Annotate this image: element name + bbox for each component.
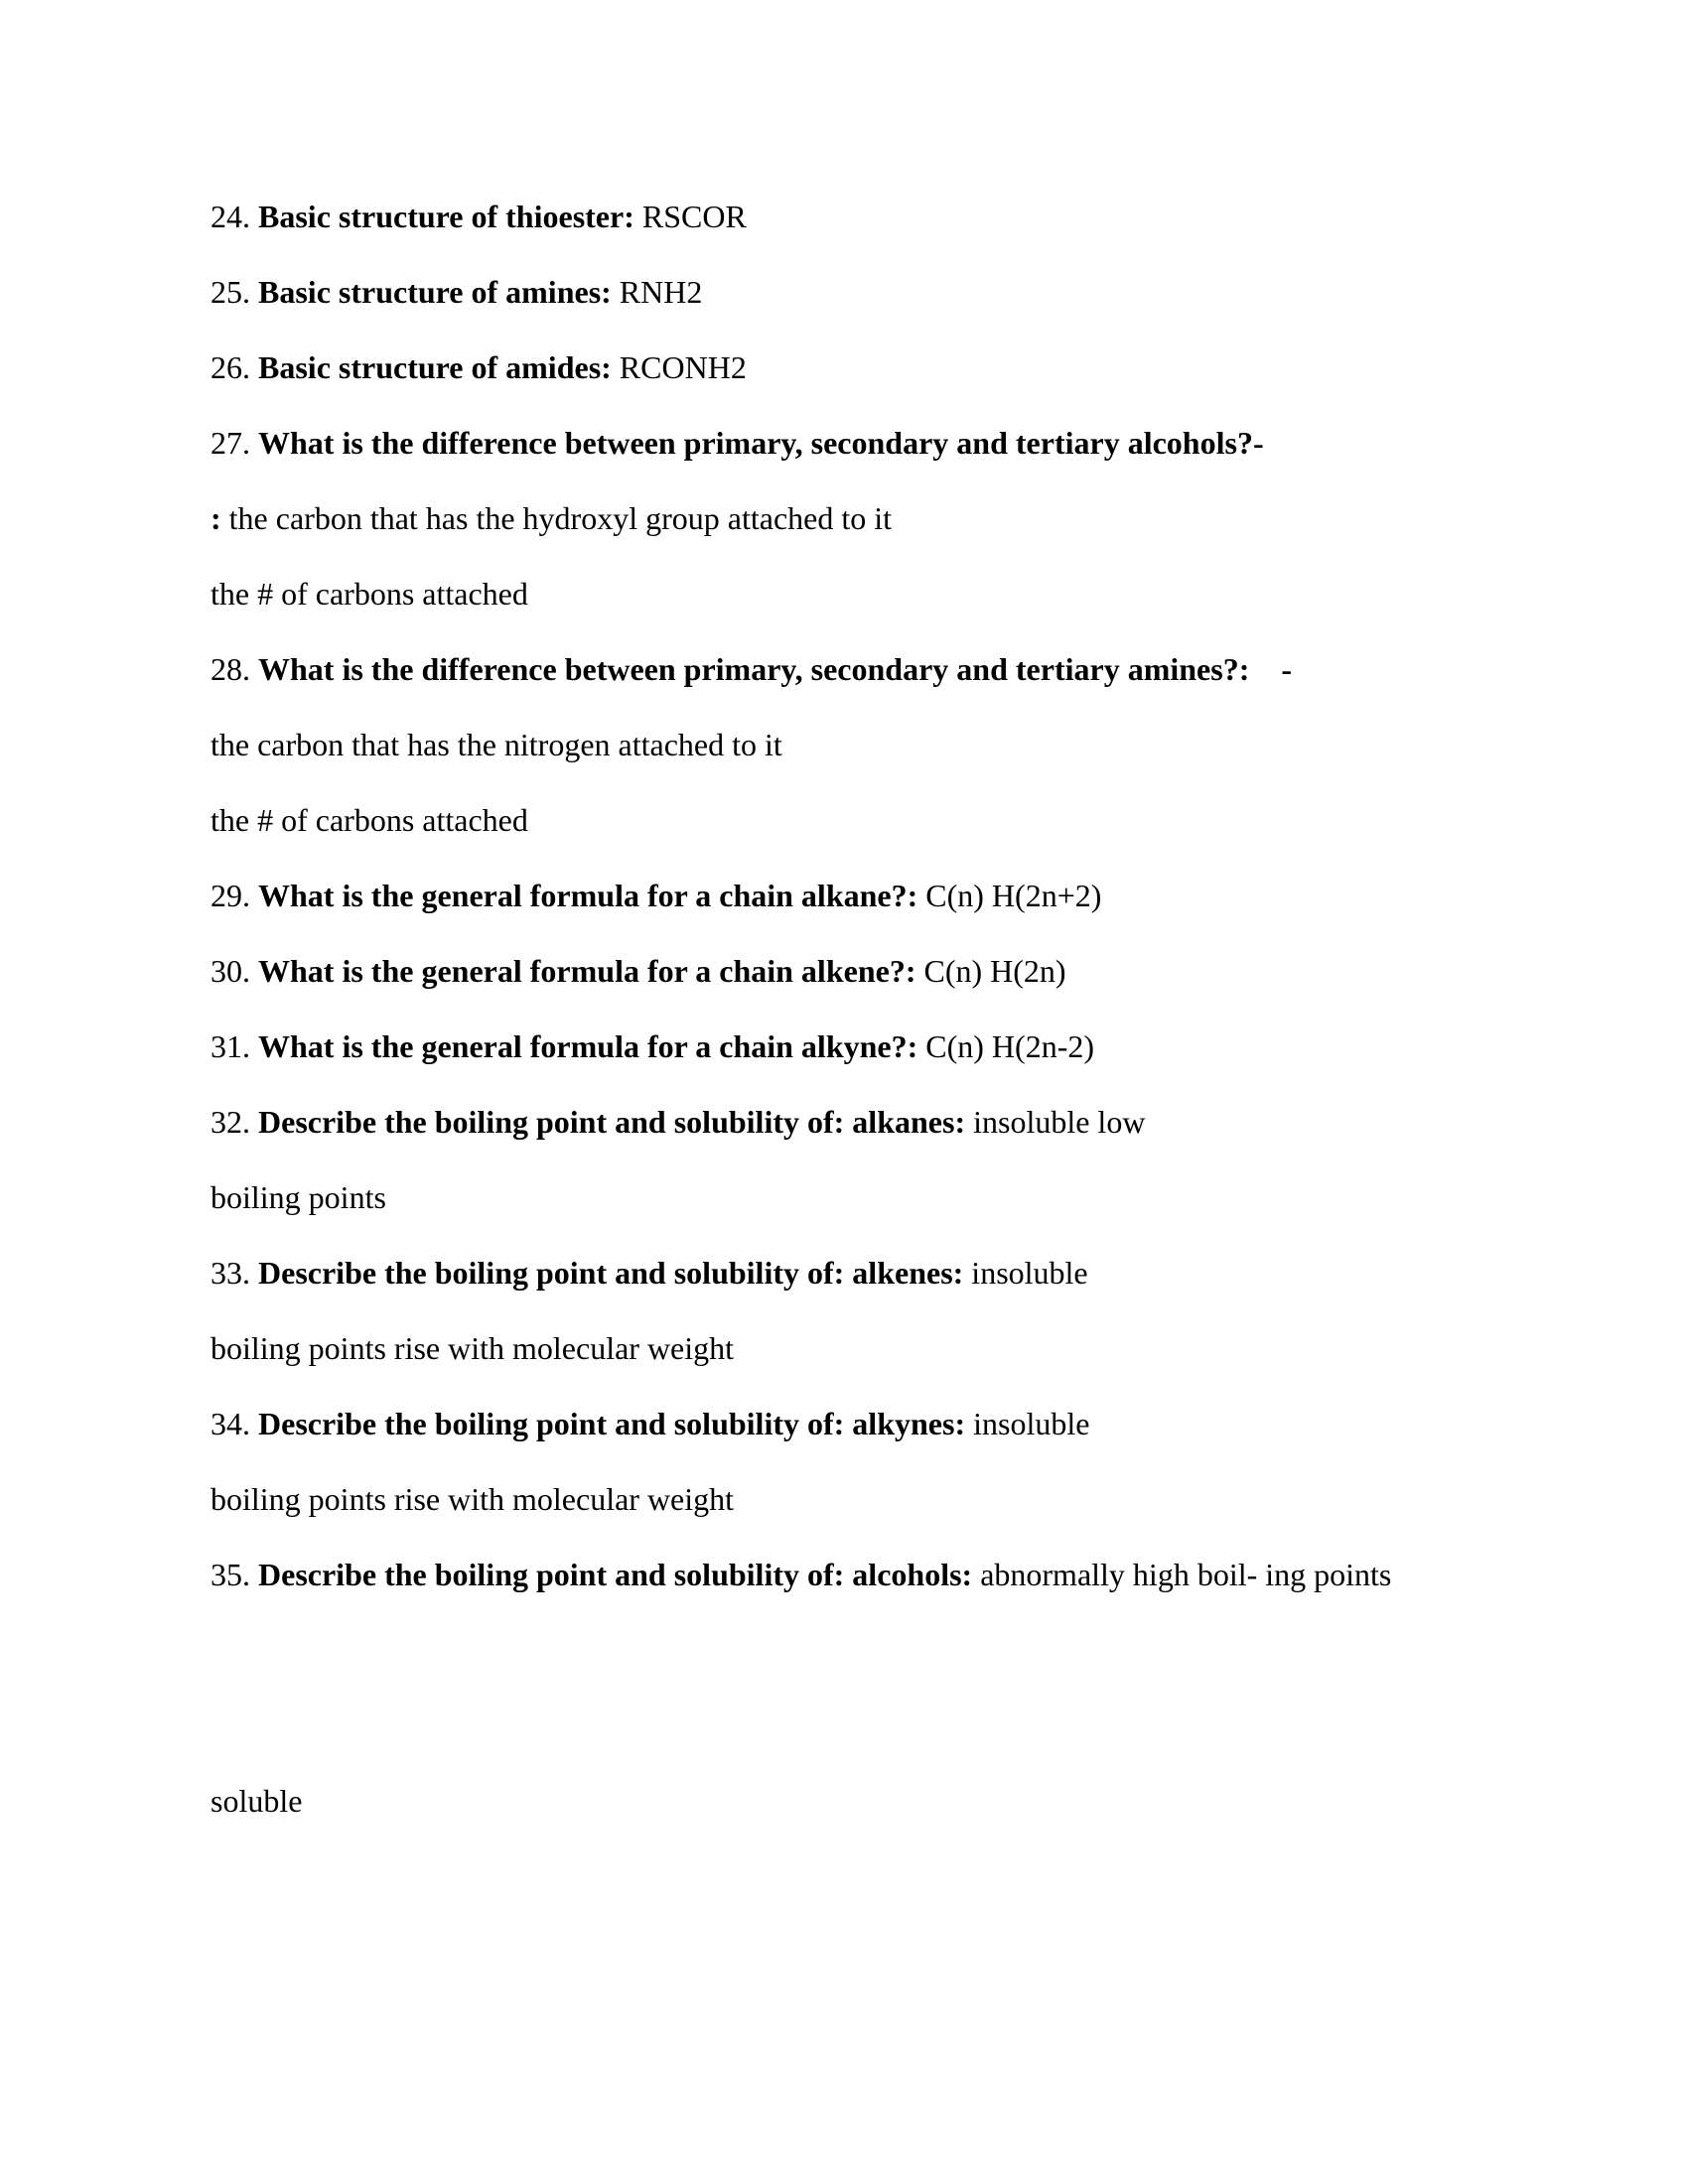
item-32-answer-line-1 — [211, 1177, 386, 1217]
item-answer: insoluble low — [973, 1104, 1146, 1140]
answer-text: the carbon that has the nitrogen attached to it — [211, 727, 782, 762]
item-question: What is the general formula for a chain alkane?: — [258, 878, 918, 913]
item-34-answer-line-1 — [211, 1479, 734, 1519]
item-question: Basic structure of amines: — [258, 274, 612, 310]
answer-text: soluble — [211, 1783, 303, 1819]
item-35-answer-line-1 — [211, 1781, 302, 1821]
item-question: Describe the boiling point and solubility of: alkenes: — [258, 1255, 964, 1291]
item-26 — [211, 347, 747, 387]
answer-text: boiling points rise with molecular weight — [211, 1330, 735, 1366]
answer-text: the carbon that has the hydroxyl group attached to it — [228, 500, 893, 536]
item-answer: RNH2 — [619, 274, 703, 310]
answer-text: the # of carbons attached — [211, 802, 528, 838]
item-27-answer-line-1 — [211, 498, 892, 538]
item-28 — [211, 649, 1292, 689]
item-28-answer-line-2 — [211, 800, 528, 840]
item-27 — [211, 423, 1264, 463]
item-question: What is the difference between primary, secondary and tertiary alcohols?- — [258, 425, 1264, 461]
item-number: 35. — [211, 1557, 250, 1592]
item-answer: insoluble — [971, 1255, 1088, 1291]
item-question: Basic structure of thioester: — [258, 199, 634, 234]
item-question: Describe the boiling point and solubility of: alkynes: — [258, 1406, 966, 1441]
item-32 — [211, 1102, 1145, 1142]
item-number: 27. — [211, 425, 250, 461]
item-question: What is the difference between primary, secondary and tertiary amines?: - — [258, 651, 1293, 687]
item-question: What is the general formula for a chain alkene?: — [258, 953, 916, 989]
item-24 — [211, 197, 747, 236]
item-34 — [211, 1404, 1089, 1443]
item-27-answer-line-2 — [211, 574, 528, 614]
answer-text: the # of carbons attached — [211, 576, 528, 612]
item-number: 31. — [211, 1028, 250, 1064]
answer-text: boiling points rise with molecular weight — [211, 1481, 735, 1517]
item-number: 28. — [211, 651, 250, 687]
item-31 — [211, 1026, 1094, 1066]
item-number: 24. — [211, 199, 250, 234]
item-30 — [211, 951, 1066, 991]
item-number: 25. — [211, 274, 250, 310]
item-answer: C(n) H(2n) — [923, 953, 1066, 989]
item-answer: C(n) H(2n-2) — [925, 1028, 1094, 1064]
item-number: 34. — [211, 1406, 250, 1441]
item-29 — [211, 876, 1101, 915]
item-33 — [211, 1253, 1088, 1293]
answer-text: boiling points — [211, 1179, 386, 1215]
item-number: 26. — [211, 349, 250, 385]
item-28-answer-line-1 — [211, 725, 782, 764]
item-35 — [211, 1555, 1391, 1594]
item-question: Describe the boiling point and solubility of: alcohols: — [258, 1557, 973, 1592]
item-number: 30. — [211, 953, 250, 989]
item-question: Basic structure of amides: — [258, 349, 612, 385]
item-answer: insoluble — [973, 1406, 1090, 1441]
item-answer: abnormally high boil- ing points — [980, 1557, 1392, 1592]
item-answer: C(n) H(2n+2) — [925, 878, 1102, 913]
item-25 — [211, 272, 702, 312]
item-question: Describe the boiling point and solubility of: alkanes: — [258, 1104, 966, 1140]
answer-prefix: : — [211, 500, 221, 536]
item-number: 32. — [211, 1104, 250, 1140]
item-number: 29. — [211, 878, 250, 913]
item-33-answer-line-1 — [211, 1328, 734, 1368]
item-number: 33. — [211, 1255, 250, 1291]
item-answer: RCONH2 — [619, 349, 747, 385]
item-question: What is the general formula for a chain alkyne?: — [258, 1028, 918, 1064]
item-answer: RSCOR — [641, 199, 747, 234]
